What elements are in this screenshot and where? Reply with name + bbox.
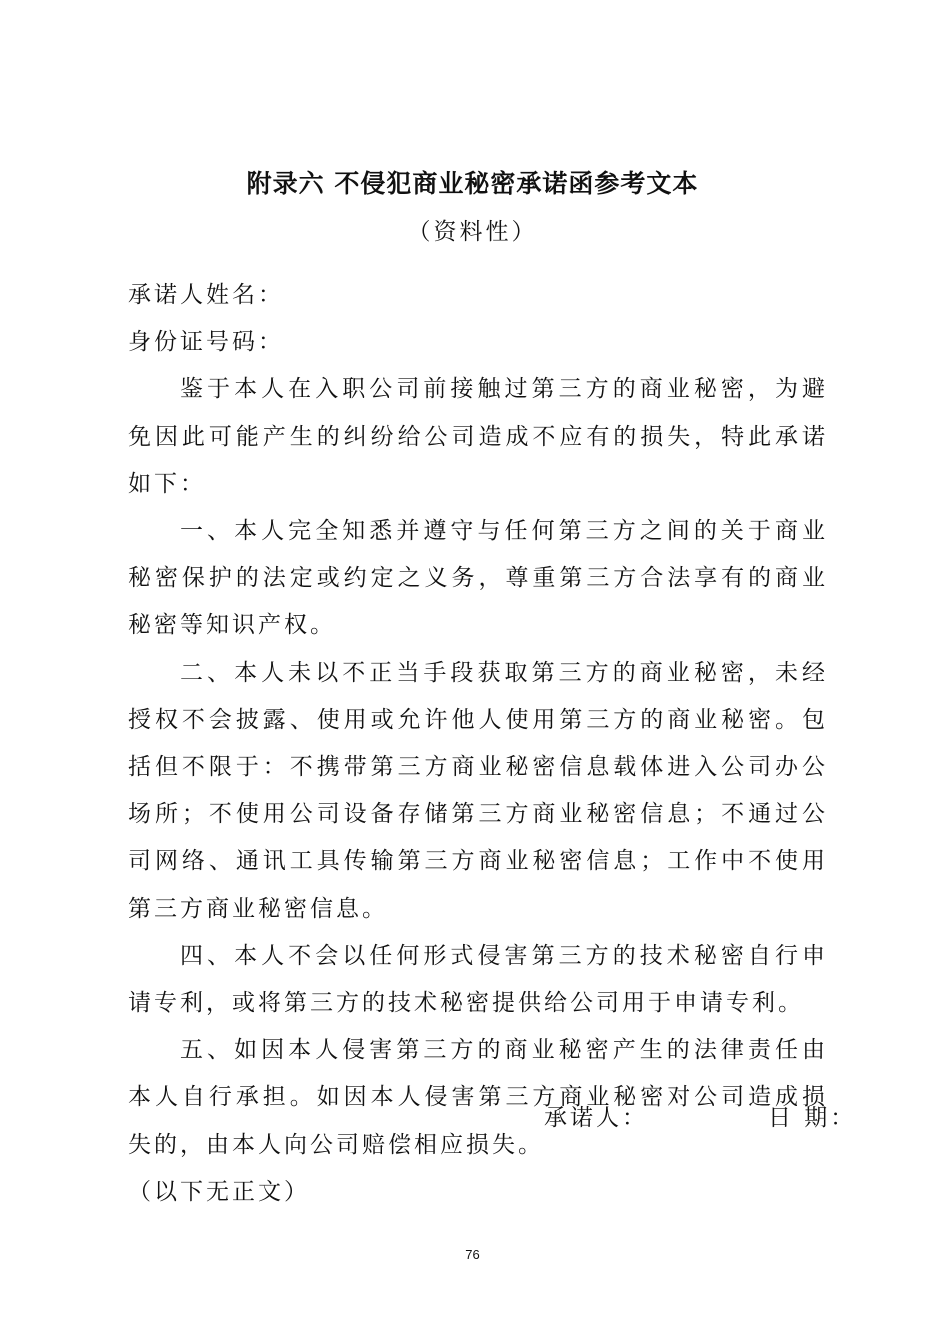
intro-paragraph: 鉴于本人在入职公司前接触过第三方的商业秘密，为避免因此可能产生的纠纷给公司造成不应有的损失，特此承诺如下：	[128, 376, 828, 497]
document-title: 附录六 不侵犯商业秘密承诺函参考文本	[246, 169, 699, 198]
clause-2: 二、本人未以不正当手段获取第三方的商业秘密，未经授权不会披露、使用或允许他人使用第三方的商业秘密。包括但不限于：不携带第三方商业秘密信息载体进入公司办公场所；不使用公司设备存储第三方商业秘密信息；不通过公司网络、通讯工具传输第三方商业秘密信息；工作中不使用第三方商业秘密信息。	[128, 659, 828, 922]
signer-label: 承诺人：	[544, 1105, 648, 1131]
page-number: 76	[465, 1247, 480, 1262]
document-body	[128, 272, 828, 1216]
document-subtitle: （资料性）	[407, 219, 538, 245]
clause-4: 四、本人不会以任何形式侵害第三方的技术秘密自行申请专利，或将第三方的技术秘密提供给公司用于申请专利。	[128, 942, 828, 1017]
clause-5: 五、如因本人侵害第三方的商业秘密产生的法律责任由本人自行承担。如因本人侵害第三方商业秘密对公司造成损失的，由本人向公司赔偿相应损失。	[128, 1037, 828, 1158]
id-field-label: 身份证号码：	[128, 329, 284, 356]
clause-1: 一、本人完全知悉并遵守与任何第三方之间的关于商业秘密保护的法定或约定之义务，尊重第三方合法享有的商业秘密等知识产权。	[128, 518, 828, 639]
name-field-label: 承诺人姓名：	[128, 282, 284, 308]
end-note: （以下无正文）	[128, 1178, 310, 1205]
date-label: 日 期：	[768, 1105, 857, 1131]
